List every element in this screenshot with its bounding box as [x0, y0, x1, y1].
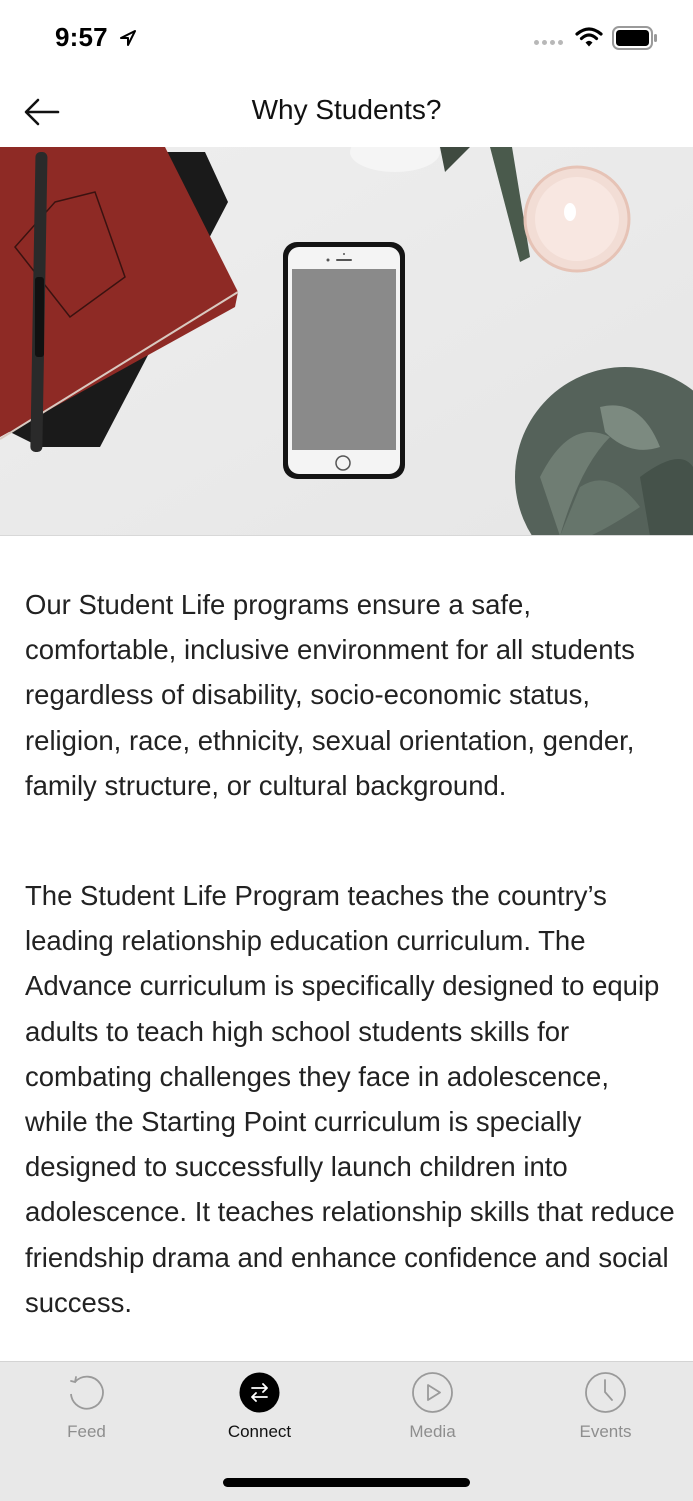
hero-image	[0, 147, 693, 536]
hero-photo	[0, 147, 693, 536]
tab-events[interactable]	[519, 1362, 692, 1452]
wifi-icon	[575, 26, 603, 48]
navigation-bar	[0, 76, 693, 147]
status-time: 9:57	[55, 22, 108, 52]
tab-media[interactable]	[346, 1362, 519, 1452]
tab-feed[interactable]	[0, 1362, 173, 1452]
battery-icon	[612, 26, 658, 50]
tab-label: Feed	[67, 1422, 106, 1441]
tab-bar	[0, 1361, 693, 1501]
article-content	[25, 582, 675, 1325]
tab-label: Connect	[227, 1422, 292, 1441]
play-circle-icon	[412, 1372, 453, 1413]
page-title: Why Students?	[251, 94, 442, 125]
signal-dots-icon	[534, 40, 563, 45]
paragraph: Our Student Life programs ensure a safe, comfortable, inclusive environment for all students regardless of disability, socio-economic status, religion, race, ethnicity, sexual orientation, gender, family structure, or cultural background.	[25, 589, 635, 801]
clock-icon	[585, 1372, 626, 1413]
home-indicator	[223, 1478, 470, 1487]
swap-arrows-icon	[239, 1372, 280, 1413]
location-arrow-icon	[118, 28, 138, 48]
tab-connect[interactable]	[173, 1362, 346, 1452]
paragraph: The Student Life Program teaches the country’s leading relationship education curriculum. The Advance curriculum is specifically designed to equip adults to teach high school students skills for combating challenges they face in adolescence, while the Starting Point curriculum is specially designed to successfully launch children into adolescence. It teaches relationship skills that reduce friendship drama and enhance confidence and social success.	[25, 880, 675, 1318]
refresh-circle-icon	[66, 1372, 107, 1413]
tab-label: Events	[579, 1422, 632, 1441]
tab-label: Media	[409, 1422, 456, 1441]
status-bar	[0, 0, 693, 76]
